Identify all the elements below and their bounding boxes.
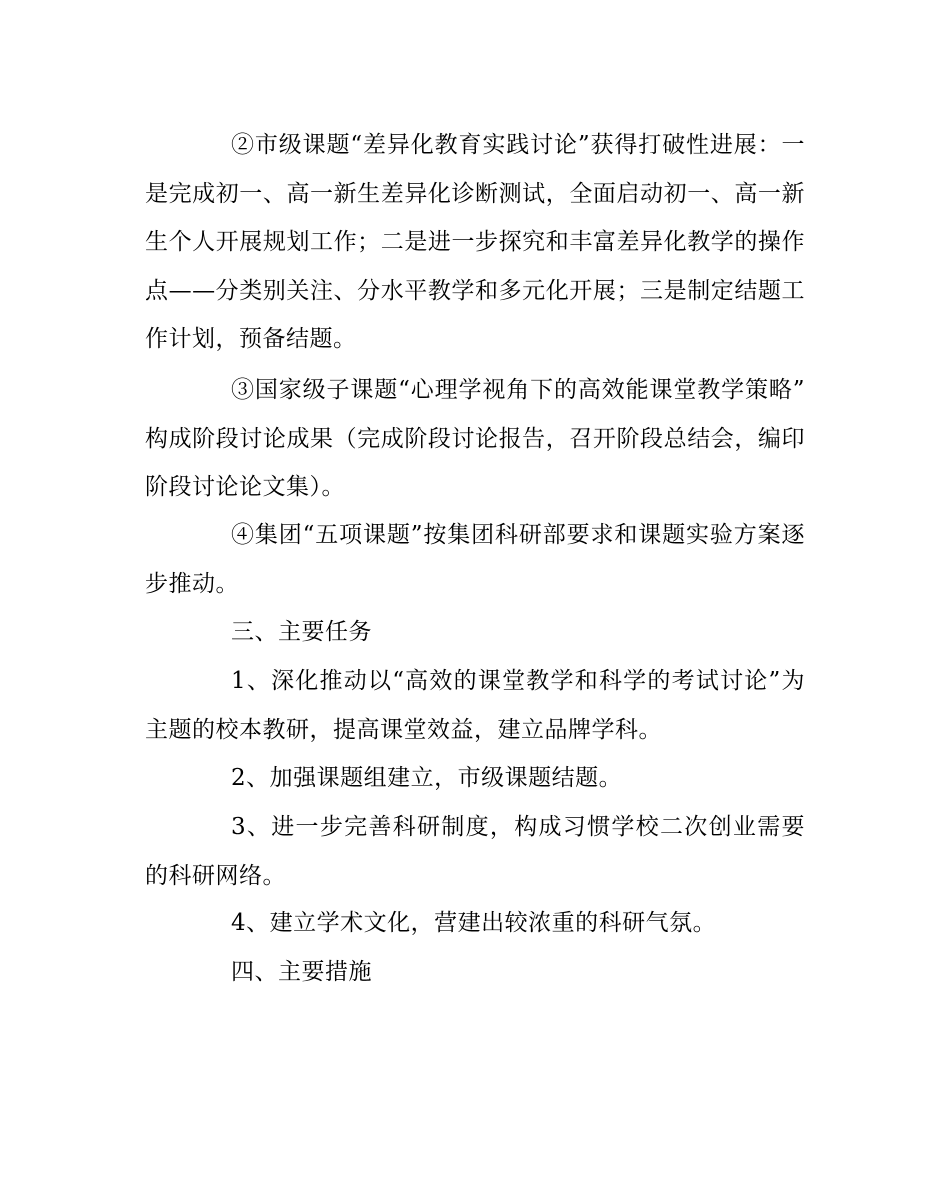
paragraph-task-3: 3、进一步完善科研制度，构成习惯学校二次创业需要的科研网络。 [145,814,805,889]
heading-main-tasks: 三、主要任务 [231,619,372,645]
paragraph-municipal-project: ②市级课题“差异化教育实践讨论”获得打破性进展：一是完成初一、高一新生差异化诊断测试，全面启动初一、高一新生个人开展规划工作；二是进一步探究和丰富差异化教学的操作点——分类别关注、分水平教学和多元化开展；三是制定结题工作计划，预备结题。 [145,132,805,352]
paragraph-task-4: 4、建立学术文化，营建出较浓重的科研气氛。 [231,910,717,936]
heading-main-measures: 四、主要措施 [231,959,372,985]
paragraph-national-subproject: ③国家级子课题“心理学视角下的高效能课堂教学策略” 构成阶段讨论成果（完成阶段讨论报告，召开阶段总结会，编印阶段讨论论文集）。 [145,377,805,500]
paragraph-task-2: 2、加强课题组建立，市级课题结题。 [231,765,623,791]
paragraph-group-projects: ④集团“五项课题”按集团科研部要求和课题实验方案逐步推动。 [145,522,805,597]
paragraph-task-1: 1、深化推动以“高效的课堂教学和科学的考试讨论”为主题的校本教研，提高课堂效益，建立品牌学科。 [145,668,805,743]
